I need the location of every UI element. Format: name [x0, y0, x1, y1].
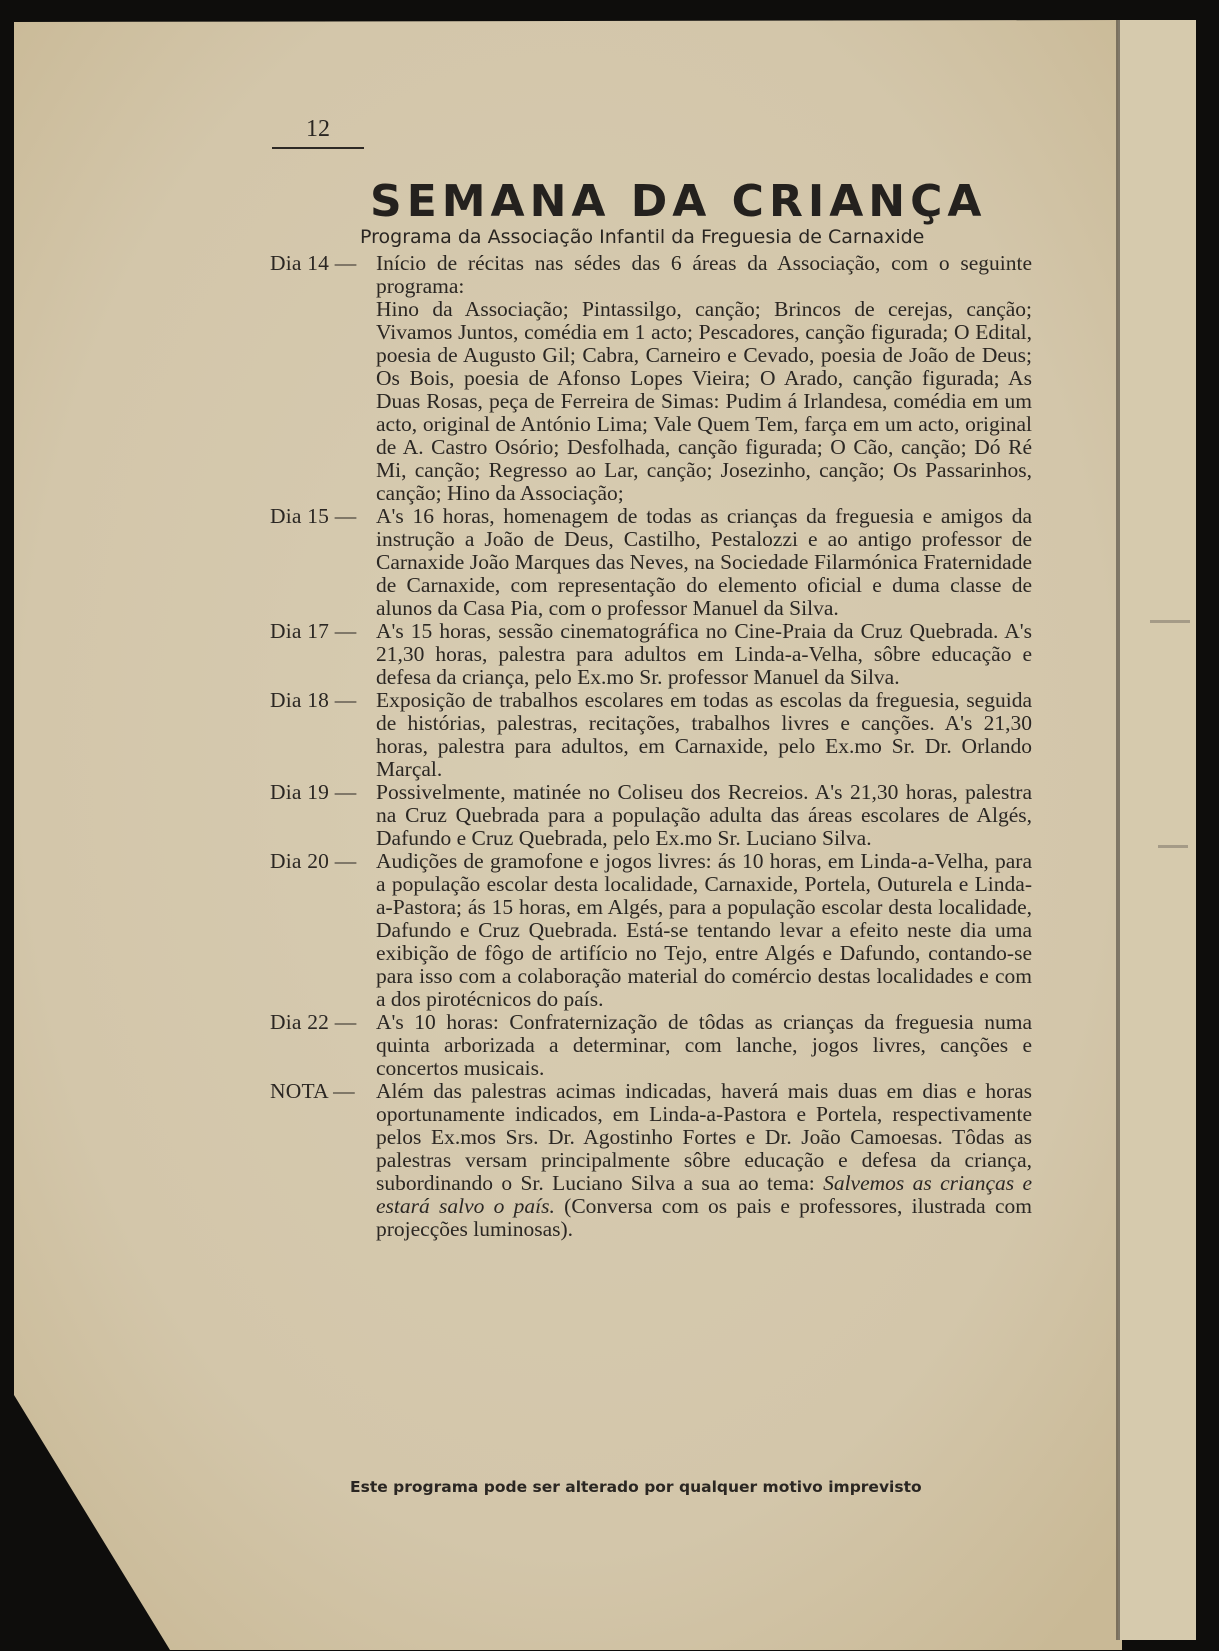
program-entry-dia-19: [270, 781, 1032, 850]
entry-day-label: Dia 22 —: [270, 1010, 357, 1034]
entry-text: [376, 689, 1032, 781]
program-entry-dia-18: [270, 689, 1032, 781]
page-number-rule: [272, 147, 364, 149]
nota-text-after: (Conversa com os pais e professores, ilustrada com projecções luminosas).: [376, 1194, 1032, 1241]
entry-paragraph: A's 16 horas, homenagem de todas as crianças da freguesia e amigos da instrução a João de Deus, Castilho, Pestalozzi e ao antigo professor de Carnaxide João Marques das Neves, na Sociedade Filarmónica Fraternidade de Carnaxide, com representação do elemento oficial e duma classe de alunos da Casa Pia, com o professor Manuel da Silva.: [376, 504, 1032, 620]
flap-crease: [1150, 620, 1190, 623]
program-entry-dia-17: [270, 620, 1032, 689]
program-entry-dia-14: [270, 252, 1032, 505]
entry-paragraph: Hino da Associação; Pintassilgo, canção; Brincos de cerejas, canção; Vivamos Juntos, comédia em 1 acto; Pescadores, canção figurada; O Edital, poesia de Augusto Gil; Cabra, Carneiro e Cevado, poesia de João de Deus; Os Bois, poesia de Afonso Lopes Vieira; O Arado, canção figurada; As Duas Rosas, peça de Ferreira de Simas: Pudim á Irlandesa, comédia em um acto, original de António Lima; Vale Quem Tem, farça em um acto, original de A. Castro Osório; Desfolhada, canção figurada; O Cão, canção; Dó Ré Mi, canção; Regresso ao Lar, canção; Josezinho, canção; Os Passarinhos, canção; Hino da Associação;: [376, 297, 1032, 505]
right-folded-flap: [1118, 20, 1196, 1640]
entry-paragraph: Início de récitas nas sédes das 6 áreas da Associação, com o seguinte programa:: [376, 251, 1032, 298]
nota-italic-theme: Salvemos as crianças e estará salvo o país.: [376, 1171, 1032, 1218]
entry-paragraph: A's 15 horas, sessão cinematográfica no Cine-Praia da Cruz Quebrada. A's 21,30 horas, palestra para adultos em Linda-a-Velha, sôbre educação e defesa da criança, pelo Ex.mo Sr. professor Manuel da Silva.: [376, 619, 1032, 689]
program-footer-note: Este programa pode ser alterado por qualquer motivo imprevisto: [350, 1478, 922, 1496]
entry-text: [376, 1011, 1032, 1080]
program-entry-dia-20: [270, 850, 1032, 1011]
page-title: SEMANA DA CRIANÇA: [370, 176, 987, 227]
entry-text: [376, 1080, 1032, 1241]
page-subtitle: Programa da Associação Infantil da Freguesia de Carnaxide: [360, 226, 925, 248]
entry-paragraph: A's 10 horas: Confraternização de tôdas as crianças da freguesia numa quinta arborizada a determinar, com lanche, jogos livres, canções e concertos musicais.: [376, 1010, 1032, 1080]
entry-paragraph: [376, 1080, 1032, 1241]
program-entry-dia-22: [270, 1011, 1032, 1080]
program-list: [270, 252, 1032, 1241]
entry-day-label: Dia 20 —: [270, 849, 357, 873]
entry-text: [376, 781, 1032, 850]
entry-paragraph: Audições de gramofone e jogos livres: ás 10 horas, em Linda-a-Velha, para a população escolar desta localidade, Carnaxide, Portela, Outurela e Linda-a-Pastora; ás 15 horas, em Algés, para a população escolar desta localidade, Dafundo e Cruz Quebrada. Está-se tentando levar a efeito neste dia uma exibição de fôgo de artifício no Tejo, entre Algés e Dafundo, contando-se para isso com a colaboração material do comércio destas localidades e com a dos pirotécnicos do país.: [376, 849, 1032, 1011]
page-number: 12: [306, 116, 330, 142]
entry-day-label: Dia 18 —: [270, 688, 357, 712]
flap-crease: [1158, 845, 1188, 848]
entry-day-label: Dia 14 —: [270, 251, 357, 275]
entry-day-label: Dia 19 —: [270, 780, 357, 804]
program-entry-nota: [270, 1080, 1032, 1241]
entry-day-label: NOTA —: [270, 1079, 355, 1103]
entry-text: [376, 252, 1032, 505]
entry-text: [376, 850, 1032, 1011]
entry-day-label: Dia 17 —: [270, 619, 357, 643]
flap-edge-shadow: [1116, 20, 1120, 1640]
entry-day-label: Dia 15 —: [270, 504, 357, 528]
entry-text: [376, 620, 1032, 689]
nota-text: Além das palestras acimas indicadas, haverá mais duas em dias e horas oportunamente indicados, em Linda-a-Pastora e Portela, respectivamente pelos Ex.mos Srs. Dr. Agostinho Fortes e Dr. João Camoesas. Tôdas as palestras versam principalmente sôbre educação e defesa da criança, subordinando o Sr. Luciano Silva a sua ao tema:: [376, 1079, 1032, 1195]
program-entry-dia-15: [270, 505, 1032, 620]
entry-paragraph: Possivelmente, matinée no Coliseu dos Recreios. A's 21,30 horas, palestra na Cruz Quebrada para a população adulta das áreas escolares de Algés, Dafundo e Cruz Quebrada, pelo Ex.mo Sr. Luciano Silva.: [376, 780, 1032, 850]
entry-paragraph: Exposição de trabalhos escolares em todas as escolas da freguesia, seguida de histórias, palestras, recitações, trabalhos livres e canções. A's 21,30 horas, palestra para adultos, em Carnaxide, pelo Ex.mo Sr. Dr. Orlando Marçal.: [376, 688, 1032, 781]
entry-text: [376, 505, 1032, 620]
